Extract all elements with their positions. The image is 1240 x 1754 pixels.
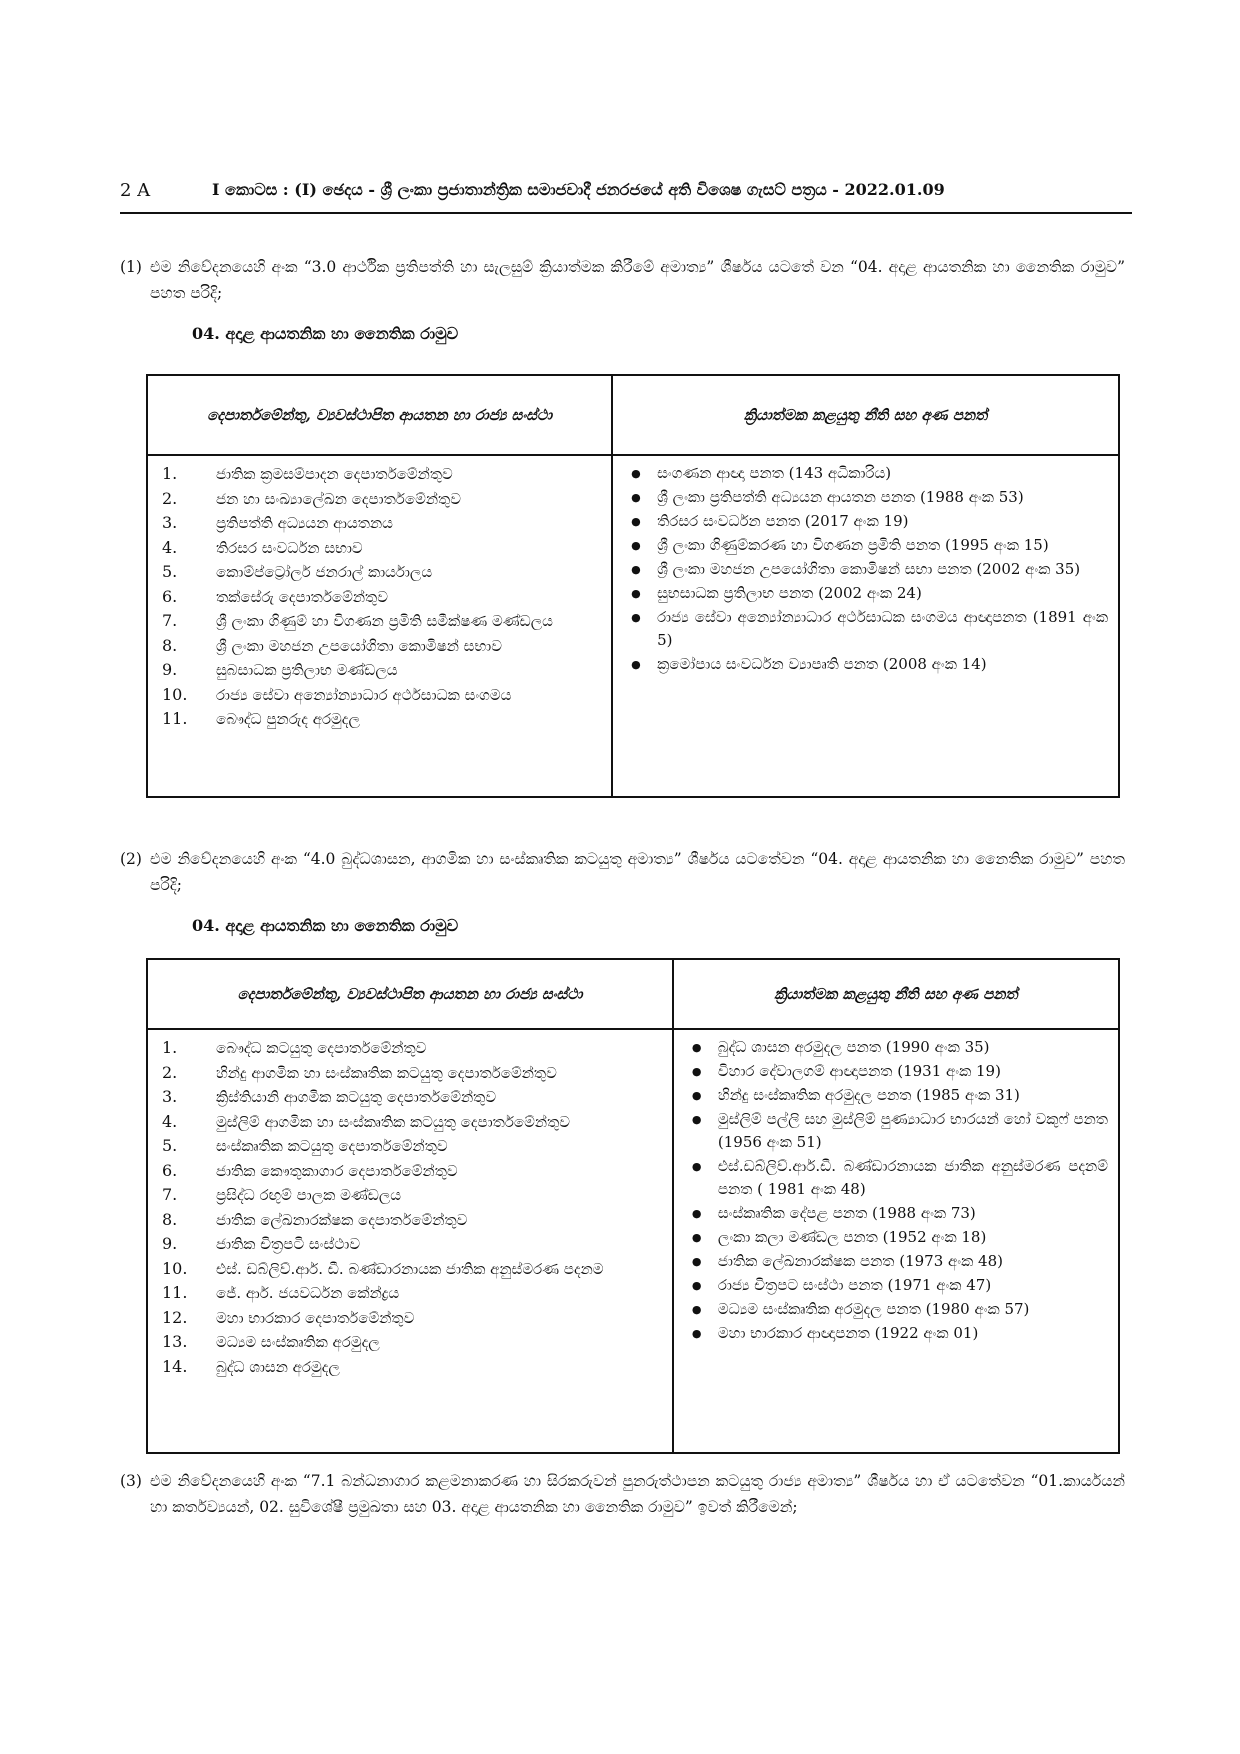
institution-item	[162, 658, 601, 683]
law-item: ● බුද්ධ ශාසන අරමුදල පනත (1990 අංක 35)	[688, 1036, 1108, 1059]
page-number: 2 A	[120, 180, 151, 201]
law-item: ● හින්දු සංස්කෘතික අරමුදල පනත (1985 අංක 31)	[688, 1084, 1108, 1107]
item-text: ප්‍රසිද්ධ රඟුම් පාලක මණ්ඩලය	[216, 1186, 402, 1204]
paragraph-text: එම නිවේදනයෙහි අංක “4.0 බුද්ධශාසන, ආගමික හා සංස්කෘතික කටයුතු අමාත්‍ය” ශීර්ෂය යටතේවන “04. අදාළ ආයතනික හා නෛතික රාමුව” පහත පරිදි;	[150, 850, 1125, 894]
institution-item	[162, 683, 601, 708]
law-item: ● සංගණන ආඥා පනත (143 අධිකාරිය)	[627, 462, 1108, 485]
institution-item	[162, 609, 601, 634]
law-item: ● ශ්‍රී ලංකා මහජන උපයෝගිතා කොමිෂන් සභා පනත (2002 අංක 35)	[627, 558, 1108, 581]
item-text: ජේ. ආර්. ජයවර්ධන කේන්ද්‍රය	[216, 1284, 400, 1302]
item-number: 1.	[162, 464, 178, 483]
law-item: ● රාජ්‍ය සේවා අන්‍යෝන්‍යාධාර අර්ථසාධක සංගමය ආඥාපනත (1891 අංක 5)	[627, 606, 1108, 652]
page-header	[120, 178, 1132, 214]
institutions-list	[162, 1036, 662, 1379]
paragraph-number: (2)	[120, 850, 142, 868]
item-text: හින්දු ආගමික හා සංස්කෘතික කටයුතු දෙපාර්තමේන්තුව	[216, 1063, 557, 1082]
paragraph-3	[120, 1468, 1125, 1520]
institution-item	[162, 1330, 662, 1355]
law-item: ● ක්‍රමෝපාය සංවර්ධන ව්‍යාපෘති පනත (2008 අංක 14)	[627, 653, 1108, 676]
laws-list	[627, 462, 1108, 676]
item-text: ජාතික චිත්‍රපටි සංස්ථාව	[216, 1235, 361, 1253]
institution-item	[162, 1306, 662, 1331]
item-number: 13.	[162, 1332, 188, 1351]
item-number: 10.	[162, 684, 188, 704]
law-item: ● විහාර දේවාලගම් ආඥාපනත (1931 අංක 19)	[688, 1060, 1108, 1083]
institution-item	[162, 585, 601, 610]
institution-item	[162, 560, 601, 585]
law-item: ● මුස්ලිම් පල්ලි සහ මුස්ලිම් පුණ්‍යාධාර භාරයන් හෝ වකුෆ් පනත (1956 අංක 51)	[688, 1108, 1108, 1154]
item-text: බෞද්ධ පුනරුද අරමුදල	[216, 710, 360, 728]
institution-item	[162, 1281, 662, 1306]
item-number: 10.	[162, 1258, 188, 1278]
item-number: 6.	[162, 1160, 178, 1180]
item-text: මහා භාරකාර දෙපාර්තමේන්තුව	[216, 1308, 415, 1327]
column-header-institutions: දෙපාර්තමේන්තු, ව්‍යවස්ථාපිත ආයතන හා රාජ්‍ය සංස්ථා	[147, 375, 612, 455]
item-number: 9.	[162, 1234, 178, 1253]
item-text: බුද්ධ ශාසන අරමුදල	[216, 1357, 340, 1376]
institution-item	[162, 1159, 662, 1184]
column-header-laws: ක්‍රියාත්මක කළයුතු නීති සහ අණ පනත්	[612, 375, 1119, 455]
institution-item	[162, 1110, 662, 1135]
institution-item	[162, 1355, 662, 1380]
laws-list	[688, 1036, 1108, 1345]
institution-item	[162, 707, 601, 732]
institution-item	[162, 1183, 662, 1208]
law-item: ● ශ්‍රී ලංකා ප්‍රතිපත්ති අධ්‍යයන ආයතන පනත (1988 අංක 53)	[627, 486, 1108, 509]
paragraph-1	[120, 254, 1125, 306]
item-number: 6.	[162, 586, 178, 606]
law-item: ● මධ්‍යම සංස්කෘතික අරමුදල පනත (1980 අංක 57)	[688, 1298, 1108, 1321]
laws-cell	[673, 1029, 1119, 1453]
institutions-cell	[147, 455, 612, 797]
law-item: ● ජාතික ලේඛනාරක්ෂක පනත (1973 අංක 48)	[688, 1250, 1108, 1273]
framework-table-2	[146, 958, 1120, 1454]
item-text: ක්‍රිස්තියානි ආගමික කටයුතු දෙපාර්තමේන්තුව	[216, 1088, 497, 1106]
item-text: සංස්කෘතික කටයුතු දෙපාර්තමේන්තුව	[216, 1137, 448, 1155]
institution-item	[162, 1257, 662, 1282]
item-number: 12.	[162, 1307, 188, 1327]
institution-item	[162, 487, 601, 512]
item-text: රාජ්‍ය සේවා අන්‍යෝන්‍යාධාර අර්ථසාධක සංගමය	[216, 685, 512, 704]
item-text: ජන හා සංඛ්‍යාලේඛන දෙපාර්තමේන්තුව	[216, 489, 462, 508]
institutions-cell	[147, 1029, 673, 1453]
item-number: 1.	[162, 1038, 178, 1057]
item-number: 4.	[162, 1111, 178, 1131]
item-number: 8.	[162, 635, 178, 655]
law-item: ● රාජ්‍ය චිත්‍රපට සංස්ථා පනත (1971 අංක 47)	[688, 1274, 1108, 1297]
column-header-institutions: දෙපාර්තමේන්තු, ව්‍යවස්ථාපිත ආයතන හා රාජ්‍ය සංස්ථා	[147, 959, 673, 1029]
item-text: ශ්‍රී ලංකා ගිණුම් හා විගණන ප්‍රමිති සමීක්ෂණ මණ්ඩලය	[216, 612, 553, 630]
item-number: 3.	[162, 513, 178, 532]
item-text: ප්‍රතිපත්ති අධ්‍යයන ආයතනය	[216, 514, 393, 532]
framework-table-1	[146, 374, 1120, 798]
item-number: 7.	[162, 611, 178, 630]
institution-item	[162, 1085, 662, 1110]
item-text: තිරසර සංවර්ධන සභාව	[216, 538, 363, 557]
laws-cell	[612, 455, 1119, 797]
column-header-laws: ක්‍රියාත්මක කළයුතු නීති සහ අණ පනත්	[673, 959, 1119, 1029]
paragraph-number: (1)	[120, 258, 142, 276]
item-text: ජාතික කෞතුකාගාර දෙපාර්තමේන්තුව	[216, 1161, 458, 1180]
section-subheading: 04. අදාළ ආයතනික හා නෛතික රාමුව	[192, 324, 459, 343]
law-item: ● සුභසාධක ප්‍රතිලාභ පනත (2002 අංක 24)	[627, 582, 1108, 605]
institution-item	[162, 1208, 662, 1233]
institution-item	[162, 536, 601, 561]
institution-item	[162, 1036, 662, 1061]
header-title: I කොටස : (I) ඡෙදය - ශ්‍රී ලංකා ප්‍රජාතාන්ත්‍රික සමාජවාදී ජනරජයේ අති විශෙෂ ගැසට් පත්‍රය - 2022.01.09	[212, 180, 945, 199]
item-number: 8.	[162, 1209, 178, 1229]
item-text: මුස්ලිම් ආගමික හා සංස්කෘතික කටයුතු දෙපාර්තමේන්තුව	[216, 1112, 571, 1131]
law-item: ● මහා භාරකාර ආඥාපනත (1922 අංක 01)	[688, 1322, 1108, 1345]
item-number: 5.	[162, 562, 178, 581]
paragraph-number: (3)	[120, 1472, 142, 1490]
institution-item	[162, 1232, 662, 1257]
law-item: ● සංස්කෘතික දේපළ පනත (1988 අංක 73)	[688, 1202, 1108, 1225]
section-subheading: 04. අදාළ ආයතනික හා නෛතික රාමුව	[192, 916, 459, 935]
institution-item	[162, 1134, 662, 1159]
item-number: 2.	[162, 488, 178, 508]
item-text: එස්. ඩබ්ලිව්.ආර්. ඩී. බණ්ඩාරනායක ජාතික අනුස්මරණ පදනම	[216, 1259, 604, 1278]
item-text: ජාතික ක්‍රමසම්පාදන දෙපාර්තමේන්තුව	[216, 465, 453, 483]
institutions-list	[162, 462, 601, 732]
paragraph-2	[120, 846, 1125, 898]
law-item: ● ලංකා කලා මණ්ඩල පනත (1952 අංක 18)	[688, 1226, 1108, 1249]
item-number: 5.	[162, 1136, 178, 1155]
paragraph-text: එම නිවේදනයෙහි අංක “3.0 ආර්ථික ප්‍රතිපත්ති හා සැලසුම් ක්‍රියාත්මක කිරීමේ අමාත්‍ය” ශීර්ෂය යටතේ වන “04. අදාළ ආයතනික හා නෛතික රාමුව” පහත පරිදි;	[150, 258, 1125, 302]
item-number: 7.	[162, 1185, 178, 1204]
item-text: ජාතික ලේඛනාරක්ෂක දෙපාර්තමේන්තුව	[216, 1210, 468, 1229]
item-number: 9.	[162, 660, 178, 679]
law-item: ● ශ්‍රී ලංකා ගිණුම්කරණ හා විගණන ප්‍රමිති පනත (1995 අංක 15)	[627, 534, 1108, 557]
institution-item	[162, 634, 601, 659]
institution-item	[162, 1061, 662, 1086]
item-text: කොම්ප්ට්‍රෝලර් ජනරාල් කාර්යාලය	[216, 563, 433, 581]
item-text: මධ්‍යම සංස්කෘතික අරමුදල	[216, 1333, 380, 1351]
item-text: ශ්‍රී ලංකා මහජන උපයෝගිතා කොමිෂන් සභාව	[216, 636, 502, 655]
paragraph-text: එම නිවේදනයෙහි අංක “7.1 බන්ධනාගාර කළමනාකරණ හා සිරකරුවන් පුනරුත්ථාපන කටයුතු රාජ්‍ය අමාත්‍ය” ශීර්ෂය හා ඒ යටතේවන “01.කාර්යයන් හා කර්තව්‍යයන්, 02. සුවිශේෂී ප්‍රමුඛතා සහ 03. අදාළ ආයතනික හා නෛතික රාමුව” ඉවත් කිරීමෙන්;	[150, 1472, 1125, 1516]
law-item: ● එස්.ඩබ්ලිව්.ආර්.ඩී. බණ්ඩාරනායක ජාතික අනුස්මරණ පදනම් පනත ( 1981 අංක 48)	[688, 1155, 1108, 1201]
item-number: 4.	[162, 537, 178, 557]
item-number: 11.	[162, 1283, 188, 1302]
item-number: 2.	[162, 1062, 178, 1082]
item-number: 3.	[162, 1087, 178, 1106]
item-text: බෞද්ධ කටයුතු දෙපාර්තමේන්තුව	[216, 1039, 427, 1057]
institution-item	[162, 511, 601, 536]
item-number: 14.	[162, 1356, 188, 1376]
item-text: තක්සේරු දෙපාර්තමේන්තුව	[216, 587, 389, 606]
item-number: 11.	[162, 709, 188, 728]
law-item: ● තිරසර සංවර්ධන පනත (2017 අංක 19)	[627, 510, 1108, 533]
institution-item	[162, 462, 601, 487]
item-text: සුබසාධක ප්‍රතිලාභ මණ්ඩලය	[216, 661, 398, 679]
